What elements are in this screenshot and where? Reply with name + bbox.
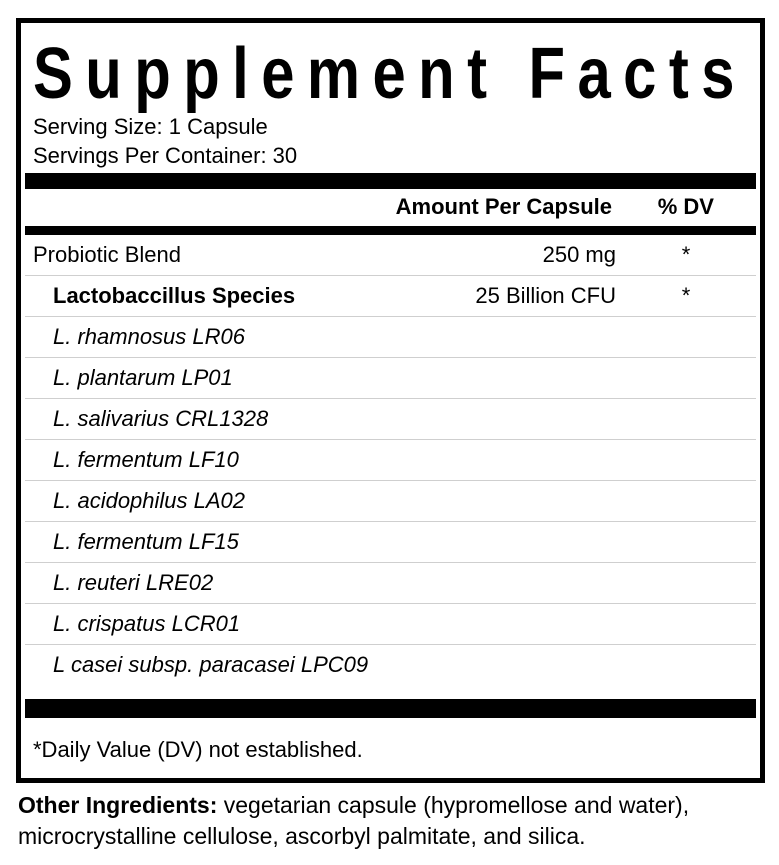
table-row	[25, 317, 756, 358]
divider-under-header	[25, 226, 756, 235]
table-row	[25, 235, 756, 276]
daily-value-header: % DV	[657, 194, 714, 219]
table-row	[25, 358, 756, 399]
daily-value-footnote: *Daily Value (DV) not established.	[33, 737, 363, 762]
table-row	[25, 440, 756, 481]
ingredient-name: Probiotic Blend	[33, 242, 181, 267]
other-ingredients-label: Other Ingredients:	[18, 792, 218, 818]
serving-size: Serving Size: 1 Capsule	[33, 114, 268, 139]
strain-name: L. plantarum LP01	[53, 365, 233, 390]
table-row	[25, 522, 756, 563]
panel-title: Supplement Facts	[33, 34, 747, 114]
table-row	[25, 399, 756, 440]
other-ingredients	[18, 790, 758, 852]
strain-name: L. crispatus LCR01	[53, 611, 241, 636]
strain-name: L. fermentum LF10	[53, 447, 239, 472]
nutrient-table	[25, 235, 756, 686]
strain-name: L casei subsp. paracasei LPC09	[53, 652, 369, 677]
thick-divider-top	[25, 173, 756, 189]
strain-name: L. reuteri LRE02	[53, 570, 214, 595]
table-row	[25, 604, 756, 645]
ingredient-amount: 25 Billion CFU	[475, 283, 616, 308]
table-row	[25, 563, 756, 604]
servings-per-container: Servings Per Container: 30	[33, 143, 298, 168]
table-row	[25, 645, 756, 686]
amount-per-capsule-header: Amount Per Capsule	[395, 194, 612, 219]
ingredient-dv: *	[681, 242, 691, 267]
ingredient-name: Lactobaccillus Species	[53, 283, 296, 308]
supplement-facts-panel	[16, 18, 765, 783]
strain-name: L. salivarius CRL1328	[53, 406, 269, 431]
thick-divider-bottom	[25, 699, 756, 718]
strain-name: L. fermentum LF15	[53, 529, 239, 554]
strain-name: L. acidophilus LA02	[53, 488, 246, 513]
table-row	[25, 276, 756, 317]
ingredient-amount: 250 mg	[542, 242, 616, 267]
ingredient-dv: *	[681, 283, 691, 308]
other-ingredients-text: vegetarian capsule (hypromellose and water), microcrystalline cellulose, ascorbyl palmitate, and silica.	[18, 792, 690, 849]
table-row	[25, 481, 756, 522]
strain-name: L. rhamnosus LR06	[53, 324, 245, 349]
